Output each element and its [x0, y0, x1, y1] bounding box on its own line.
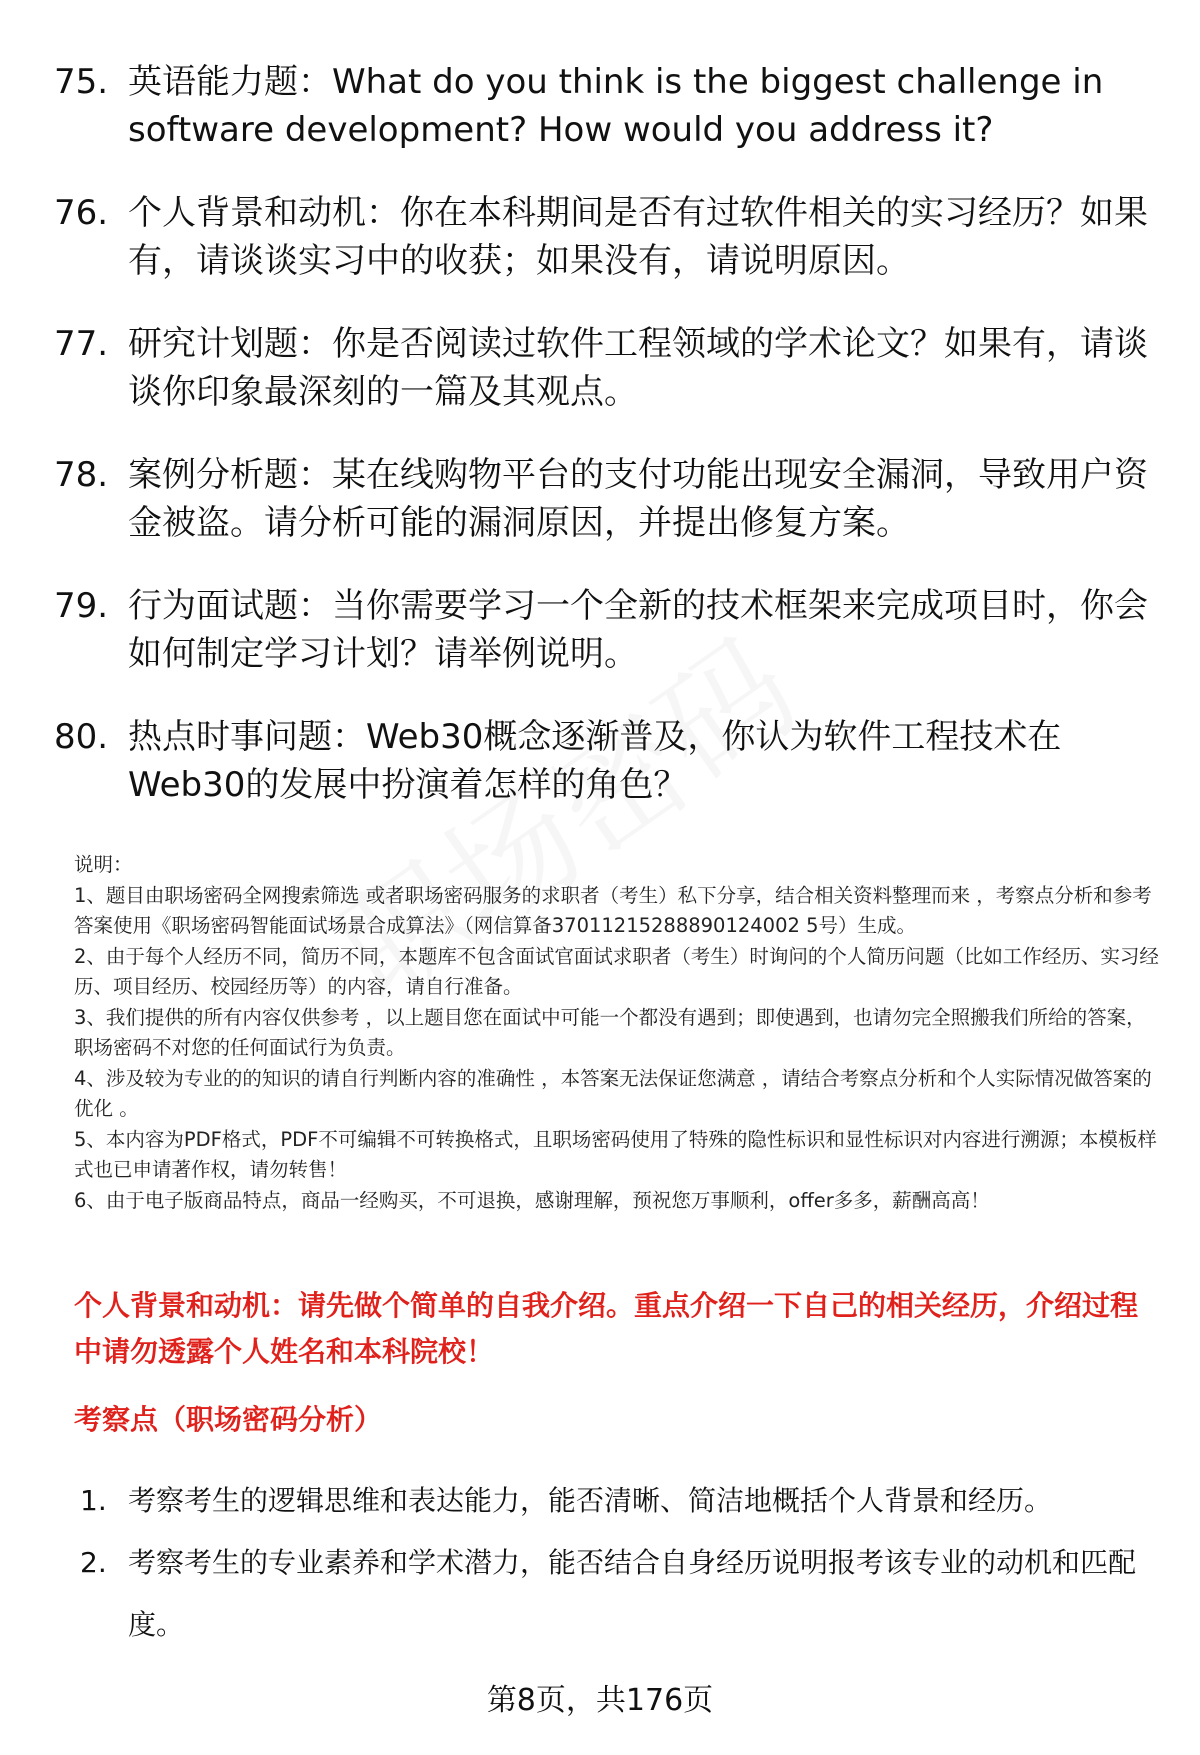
question-text: 个人背景和动机：你在本科期间是否有过软件相关的实习经历？如果有，请谈谈实习中的收获；如果没有，请说明原因。 [128, 193, 1148, 281]
question-number: 80. [54, 717, 109, 757]
question-number: 77. [54, 324, 109, 364]
question-item [54, 189, 1154, 285]
notes-heading: 说明： [74, 853, 133, 876]
question-number: 78. [54, 455, 109, 495]
note-item: 1、题目由职场密码全网搜索筛选 或者职场密码服务的求职者（考生）私下分享，结合相关资料整理而来 ，考察点分析和参考答案使用《职场密码智能面试场景合成算法》（网信算备37011215288890124002 5号）生成。 [74, 883, 1152, 937]
point-text: 考察考生的专业素养和学术潜力，能否结合自身经历说明报考该专业的动机和匹配度。 [128, 1546, 1137, 1641]
question-number: 79. [54, 586, 109, 626]
question-item [54, 320, 1154, 416]
notes-section [74, 850, 1164, 1216]
point-item [80, 1470, 1160, 1532]
point-item [80, 1532, 1160, 1656]
question-list [54, 58, 1154, 844]
question-number: 76. [54, 193, 109, 233]
question-text: 行为面试题：当你需要学习一个全新的技术框架来完成项目时，你会如何制定学习计划？请举例说明。 [128, 586, 1148, 674]
question-item [54, 58, 1154, 154]
note-item: 2、由于每个人经历不同，简历不同，本题库不包含面试官面试求职者（考生）时询问的个人简历问题（比如工作经历、实习经历、项目经历、校园经历等）的内容，请自行准备。 [74, 944, 1159, 998]
point-list [80, 1470, 1160, 1656]
question-item [54, 582, 1154, 678]
page-number: 第8页，共176页 [486, 1683, 714, 1718]
question-text: 热点时事问题：Web30概念逐渐普及，你认为软件工程技术在Web30的发展中扮演着怎样的角色？ [128, 717, 1062, 805]
note-item: 3、我们提供的所有内容仅供参考 ，以上题目您在面试中可能一个都没有遇到；即使遇到，也请勿完全照搬我们所给的答案，职场密码不对您的任何面试行为负责。 [74, 1005, 1146, 1059]
section-subtitle: 考察点（职场密码分析） [74, 1403, 383, 1436]
point-number: 1. [80, 1484, 107, 1517]
question-item [54, 713, 1154, 809]
point-text: 考察考生的逻辑思维和表达能力，能否清晰、简洁地概括个人背景和经历。 [128, 1484, 1053, 1517]
question-text: 案例分析题：某在线购物平台的支付功能出现安全漏洞，导致用户资金被盗。请分析可能的漏洞原因，并提出修复方案。 [128, 455, 1148, 543]
note-item: 4、涉及较为专业的的知识的请自行判断内容的准确性 ，本答案无法保证您满意 ，请结合考察点分析和个人实际情况做答案的优化 。 [74, 1066, 1152, 1120]
note-item: 6、由于电子版商品特点，商品一经购买，不可退换，感谢理解，预祝您万事顺利，offer多多，薪酬高高！ [74, 1188, 990, 1212]
point-number: 2. [80, 1546, 107, 1579]
note-item: 5、本内容为PDF格式，PDF不可编辑不可转换格式，且职场密码使用了特殊的隐性标识和显性标识对内容进行溯源；本模板样式也已申请著作权，请勿转售！ [74, 1127, 1157, 1181]
question-text: 研究计划题：你是否阅读过软件工程领域的学术论文？如果有，请谈谈你印象最深刻的一篇及其观点。 [128, 324, 1148, 412]
question-item [54, 451, 1154, 547]
question-number: 75. [54, 62, 109, 102]
section-title: 个人背景和动机：请先做个简单的自我介绍。重点介绍一下自己的相关经历，介绍过程中请勿透露个人姓名和本科院校！ [74, 1289, 1139, 1368]
question-text: 英语能力题：What do you think is the biggest challenge in software development? How would you address it? [128, 62, 1104, 150]
